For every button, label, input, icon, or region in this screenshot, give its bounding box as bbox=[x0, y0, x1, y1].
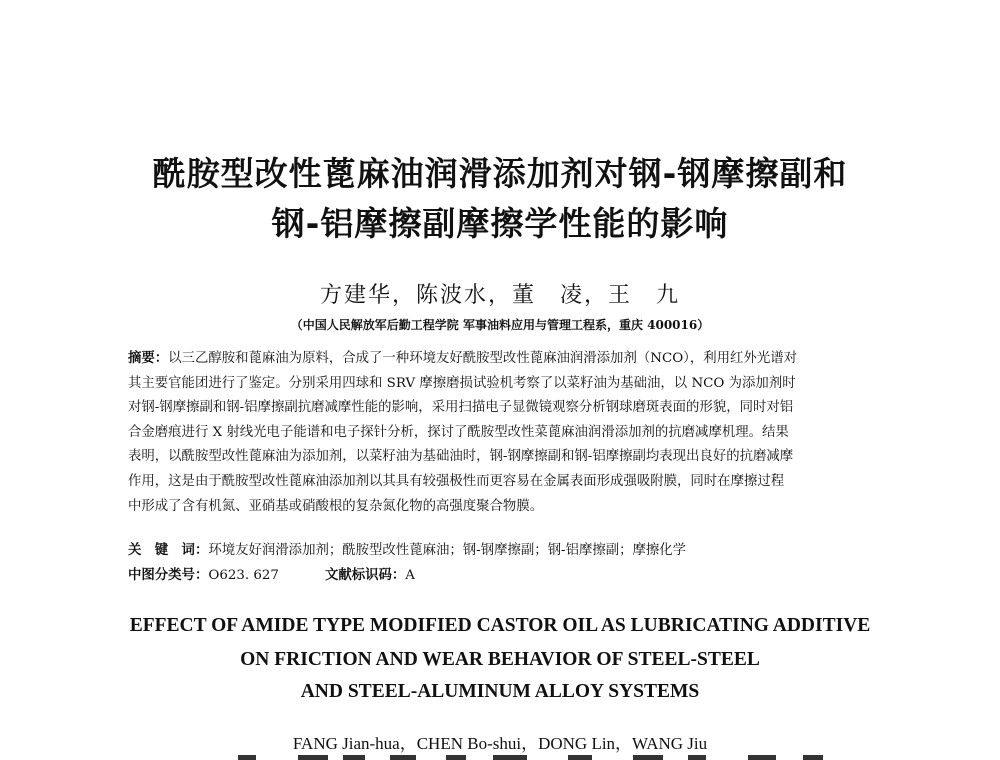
abstract-line-5: 表明，以酰胺型改性蓖麻油为添加剂，以菜籽油为基础油时，钢-钢摩擦副和钢-铝摩擦副均表现出良好的抗磨减摩 bbox=[128, 449, 794, 465]
keywords-text: 环境友好润滑添加剂；酰胺型改性蓖麻油；钢-钢摩擦副；钢-铝摩擦副；摩擦化学 bbox=[208, 543, 687, 558]
abstract-line-3: 对钢-钢摩擦副和钢-铝摩擦副抗磨减摩性能的影响，采用扫描电子显微镜观察分析钢球磨斑表面的形貌，同时对铝 bbox=[128, 400, 794, 416]
abstract-line-1-text: 以三乙醇胺和蓖麻油为原料，合成了一种环境友好酰胺型改性蓖麻油润滑添加剂（NCO），利用红外光谱对 bbox=[168, 351, 797, 366]
classification-line bbox=[128, 564, 900, 583]
chinese-title-line-2: 钢-铝摩擦副摩擦学性能的影响 bbox=[271, 204, 729, 243]
clc-value: O623. 627 bbox=[208, 568, 279, 583]
doc-code-label: 文献标识码： bbox=[324, 568, 406, 583]
keywords bbox=[128, 539, 900, 558]
abstract-line-7: 中形成了含有机氮、亚硝基或硝酸根的复杂氮化物的高强度聚合物膜。 bbox=[128, 498, 544, 514]
keywords-label: 关 键 词： bbox=[128, 543, 209, 558]
abstract-line-2: 其主要官能团进行了鉴定。分别采用四球和 SRV 摩擦磨损试验机考察了以菜籽油为基础油，以 NCO 为添加剂时 bbox=[128, 375, 796, 391]
chinese-title-line-1: 酰胺型改性蓖麻油润滑添加剂对钢-钢摩擦副和 bbox=[152, 154, 848, 193]
english-title-line-3: AND STEEL-ALUMINUM ALLOY SYSTEMS bbox=[300, 681, 700, 702]
clc-label: 中图分类号： bbox=[128, 568, 209, 583]
chinese-abstract bbox=[128, 347, 900, 519]
cut-off-affiliation-line bbox=[128, 752, 900, 760]
english-title-line-1: EFFECT OF AMIDE TYPE MODIFIED CASTOR OIL AS LUBRICATING ADDITIVE bbox=[129, 615, 871, 636]
abstract-line-1 bbox=[128, 347, 900, 372]
chinese-authors: 方建华，陈波水，董 凌，王 九 bbox=[319, 283, 680, 308]
doc-code-value: A bbox=[405, 568, 415, 583]
abstract-line-4: 合金磨痕进行 X 射线光电子能谱和电子探针分析，探讨了酰胺型改性菜蓖麻油润滑添加剂的抗磨减摩机理。结果 bbox=[128, 424, 789, 440]
chinese-affiliation: （中国人民解放军后勤工程学院 军事油料应用与管理工程系，重庆 400016） bbox=[290, 318, 710, 332]
abstract-line-6: 作用，这是由于酰胺型改性蓖麻油添加剂以其具有较强极性而更容易在金属表面形成强吸附膜，同时在摩擦过程 bbox=[128, 473, 785, 489]
english-authors: FANG Jian-hua，CHEN Bo-shui，DONG Lin，WANG Jiu bbox=[292, 734, 708, 753]
abstract-label: 摘要： bbox=[128, 351, 169, 366]
english-title-line-2: ON FRICTION AND WEAR BEHAVIOR OF STEEL-STEEL bbox=[240, 649, 760, 670]
